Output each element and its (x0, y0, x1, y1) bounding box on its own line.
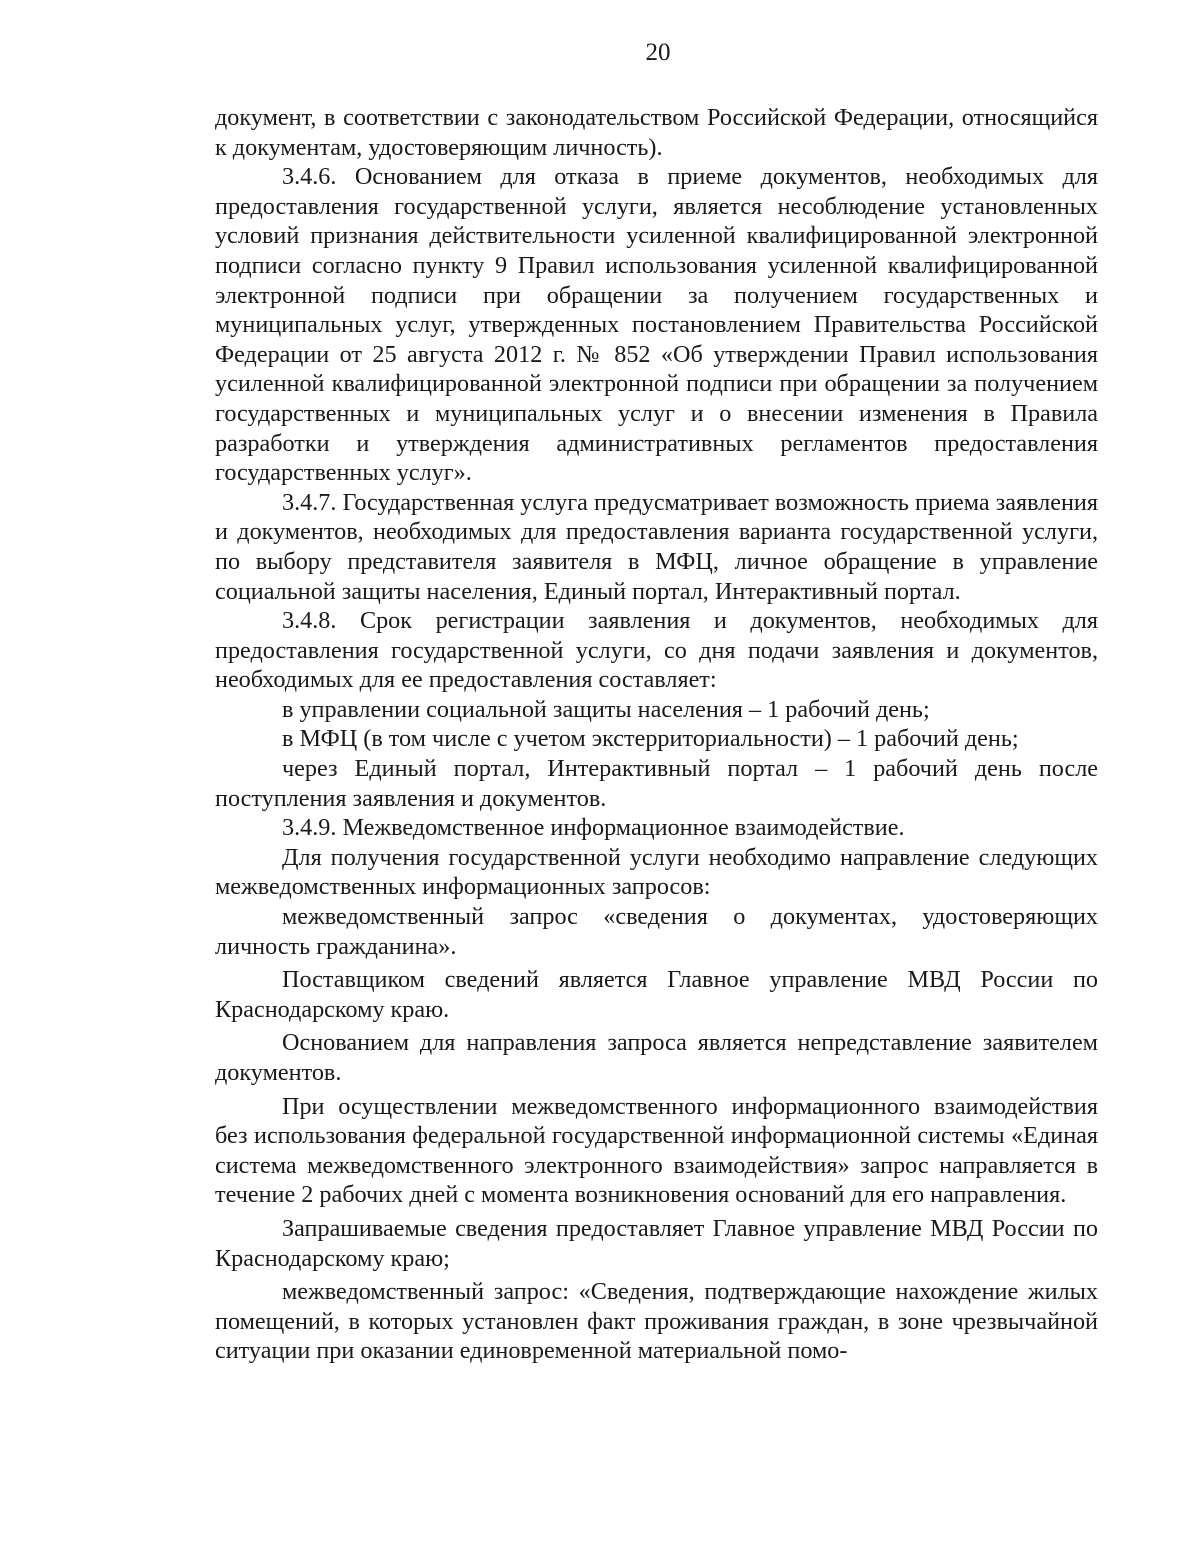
list-item-mfc: в МФЦ (в том числе с учетом экстерриториальности) – 1 рабочий день; (282, 725, 1019, 753)
paragraph-3-4-9: 3.4.9. Межведомственное информационное взаимодействие. (282, 814, 905, 842)
paragraph-3-4-8: 3.4.8. Срок регистрации заявления и документов, необходимых для предоставления государственной услуги, со дня подачи заявления и документов, необходимых для ее предоставления составляет: (215, 607, 1098, 694)
paragraph-interaction: При осуществлении межведомственного информационного взаимодействия без использования федеральной государственной информационной системы «Единая система межведомственного электронного взаимодействия» запрос направляется в течение 2 рабочих дней с момента возникновения оснований для его направления. (215, 1092, 1098, 1209)
page-number: 20 (645, 39, 671, 66)
document-body (215, 103, 1098, 1366)
paragraph-request-identity: межведомственный запрос «сведения о документах, удостоверяющих личность гражданина». (215, 903, 1098, 960)
paragraph-requests-intro: Для получения государственной услуги необходимо направление следующих межведомственных информационных запросов: (215, 843, 1098, 901)
paragraph-grounds: Основанием для направления запроса является непредставление заявителем документов. (215, 1029, 1098, 1086)
paragraph-supplier: Поставщиком сведений является Главное управление МВД России по Краснодарскому краю. (215, 966, 1098, 1023)
paragraph-continuation: документ, в соответствии с законодательством Российской Федерации, относящийся к документам, удостоверяющим личность). (215, 104, 1098, 161)
paragraph-requested-info: Запрашиваемые сведения предоставляет Главное управление МВД России по Краснодарскому краю; (215, 1214, 1098, 1272)
list-item-portal: через Единый портал, Интерактивный портал – 1 рабочий день после поступления заявления и документов. (215, 755, 1098, 812)
list-item-social-protection: в управлении социальной защиты населения – 1 рабочий день; (282, 695, 930, 723)
paragraph-3-4-7: 3.4.7. Государственная услуга предусматривает возможность приема заявления и документов, необходимых для предоставления варианта государственной услуги, по выбору представителя заявителя в МФЦ, личное обращение в управление социальной защиты населения, Единый портал, Интерактивный портал. (215, 488, 1098, 605)
paragraph-3-4-6: 3.4.6. Основанием для отказа в приеме документов, необходимых для предоставления государственной услуги, является несоблюдение установленных условий признания действительности усиленной квалифицированной электронной подписи согласно пункту 9 Правил использования усиленной квалифицированной электронной подписи при обращении за получением государственных и муниципальных услуг, утвержденных постановлением Правительства Российской Федерации от 25 августа 2012 г. № 852 «Об утверждении Правил использования усиленной квалифицированной электронной подписи при обращении за получением государственных и муниципальных услуг и о внесении изменения в Правила разработки и утверждения административных регламентов предоставления государственных услуг». (215, 163, 1098, 487)
paragraph-request-housing: межведомственный запрос: «Сведения, подтверждающие нахождение жилых помещений, в которых установлен факт проживания граждан, в зоне чрезвычайной ситуации при оказании единовременной материальной помо- (215, 1278, 1098, 1365)
